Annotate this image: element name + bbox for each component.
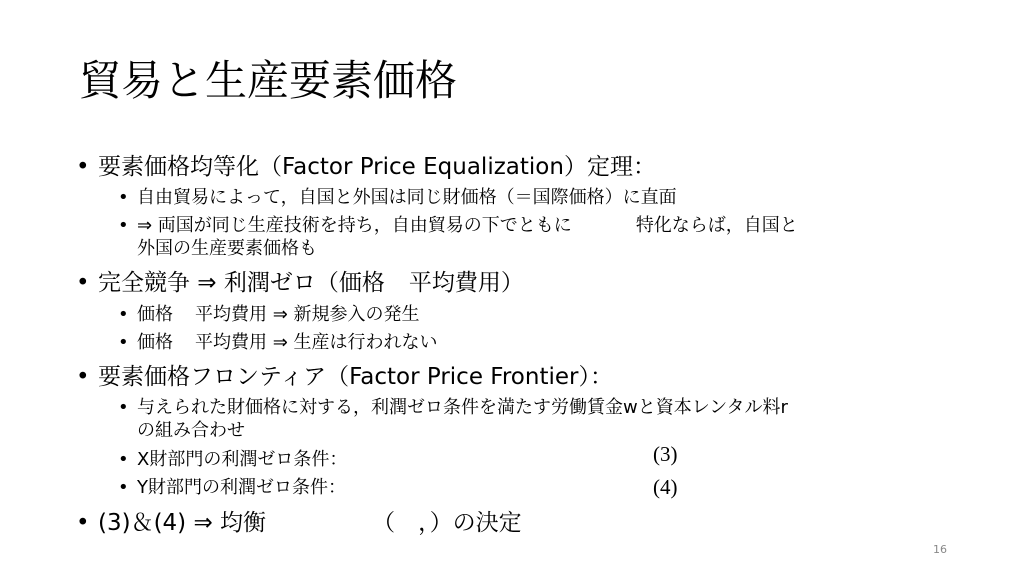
equation-number-4: (4) — [653, 475, 678, 499]
sub-bullet-text: の組み合わせ — [137, 420, 245, 441]
bullet-dot: • — [118, 304, 129, 325]
sub-bullet-text: Y財部門の利潤ゼロ条件： — [137, 477, 346, 498]
bullet-dot: • — [76, 154, 90, 180]
bullet-fpe-text: 要素価格均等化（Factor Price Equalization）定理： — [98, 154, 656, 180]
bullet-dot: • — [118, 397, 129, 418]
sub-bullet-fpe-2-cont — [137, 237, 317, 261]
sub-bullet-text: 価格 — [137, 304, 173, 325]
bullet-equilibrium-text: （ ，）の決定 — [372, 510, 522, 536]
bullet-dot: • — [118, 187, 129, 208]
sub-bullet-frontier-1-cont — [137, 419, 245, 443]
sub-bullet-text: 平均費用 ⇒ 新規参入の発生 — [195, 304, 420, 325]
bullet-competition-text: 完全競争 ⇒ 利潤ゼロ（価格 — [98, 270, 385, 296]
bullet-frontier — [76, 362, 613, 392]
bullet-fpe — [76, 152, 656, 182]
equation-number-3: (3) — [653, 442, 678, 466]
sub-bullet-text: 特化ならば，自国と — [635, 215, 798, 236]
page-number: 16 — [933, 543, 947, 556]
bullet-frontier-text: 要素価格フロンティア（Factor Price Frontier）： — [98, 364, 613, 390]
sub-bullet-text: 外国の生産要素価格も — [137, 238, 317, 259]
bullet-dot: • — [118, 332, 129, 353]
bullet-competition — [76, 268, 524, 298]
sub-bullet-frontier-2 — [118, 448, 348, 472]
bullet-equilibrium-text: (3)＆(4) ⇒ 均衡 — [98, 510, 267, 536]
sub-bullet-text: 与えられた財価格に対する，利潤ゼロ条件を満たす労働賃金wと資本レンタル料r — [137, 397, 788, 418]
bullet-dot: • — [76, 270, 90, 296]
sub-bullet-competition-1 — [118, 303, 420, 327]
bullet-equilibrium — [76, 508, 522, 538]
sub-bullet-text: ⇒ 両国が同じ生産技術を持ち，自由貿易の下でともに — [137, 215, 572, 236]
bullet-dot: • — [118, 477, 129, 498]
sub-bullet-fpe-2 — [118, 214, 798, 238]
bullet-competition-text: 平均費用） — [408, 270, 524, 296]
bullet-dot: • — [118, 215, 129, 236]
sub-bullet-fpe-1 — [118, 186, 677, 210]
sub-bullet-frontier-3 — [118, 476, 346, 500]
bullet-dot: • — [76, 510, 90, 536]
bullet-dot: • — [76, 364, 90, 390]
slide-title: 貿易と生産要素価格 — [79, 56, 458, 105]
sub-bullet-text: 自由貿易によって，自国と外国は同じ財価格（＝国際価格）に直面 — [137, 187, 677, 208]
sub-bullet-frontier-1 — [118, 396, 788, 420]
sub-bullet-text: X財部門の利潤ゼロ条件： — [137, 449, 348, 470]
bullet-dot: • — [118, 449, 129, 470]
sub-bullet-competition-2 — [118, 331, 438, 355]
sub-bullet-text: 価格 — [137, 332, 173, 353]
sub-bullet-text: 平均費用 ⇒ 生産は行われない — [195, 332, 438, 353]
